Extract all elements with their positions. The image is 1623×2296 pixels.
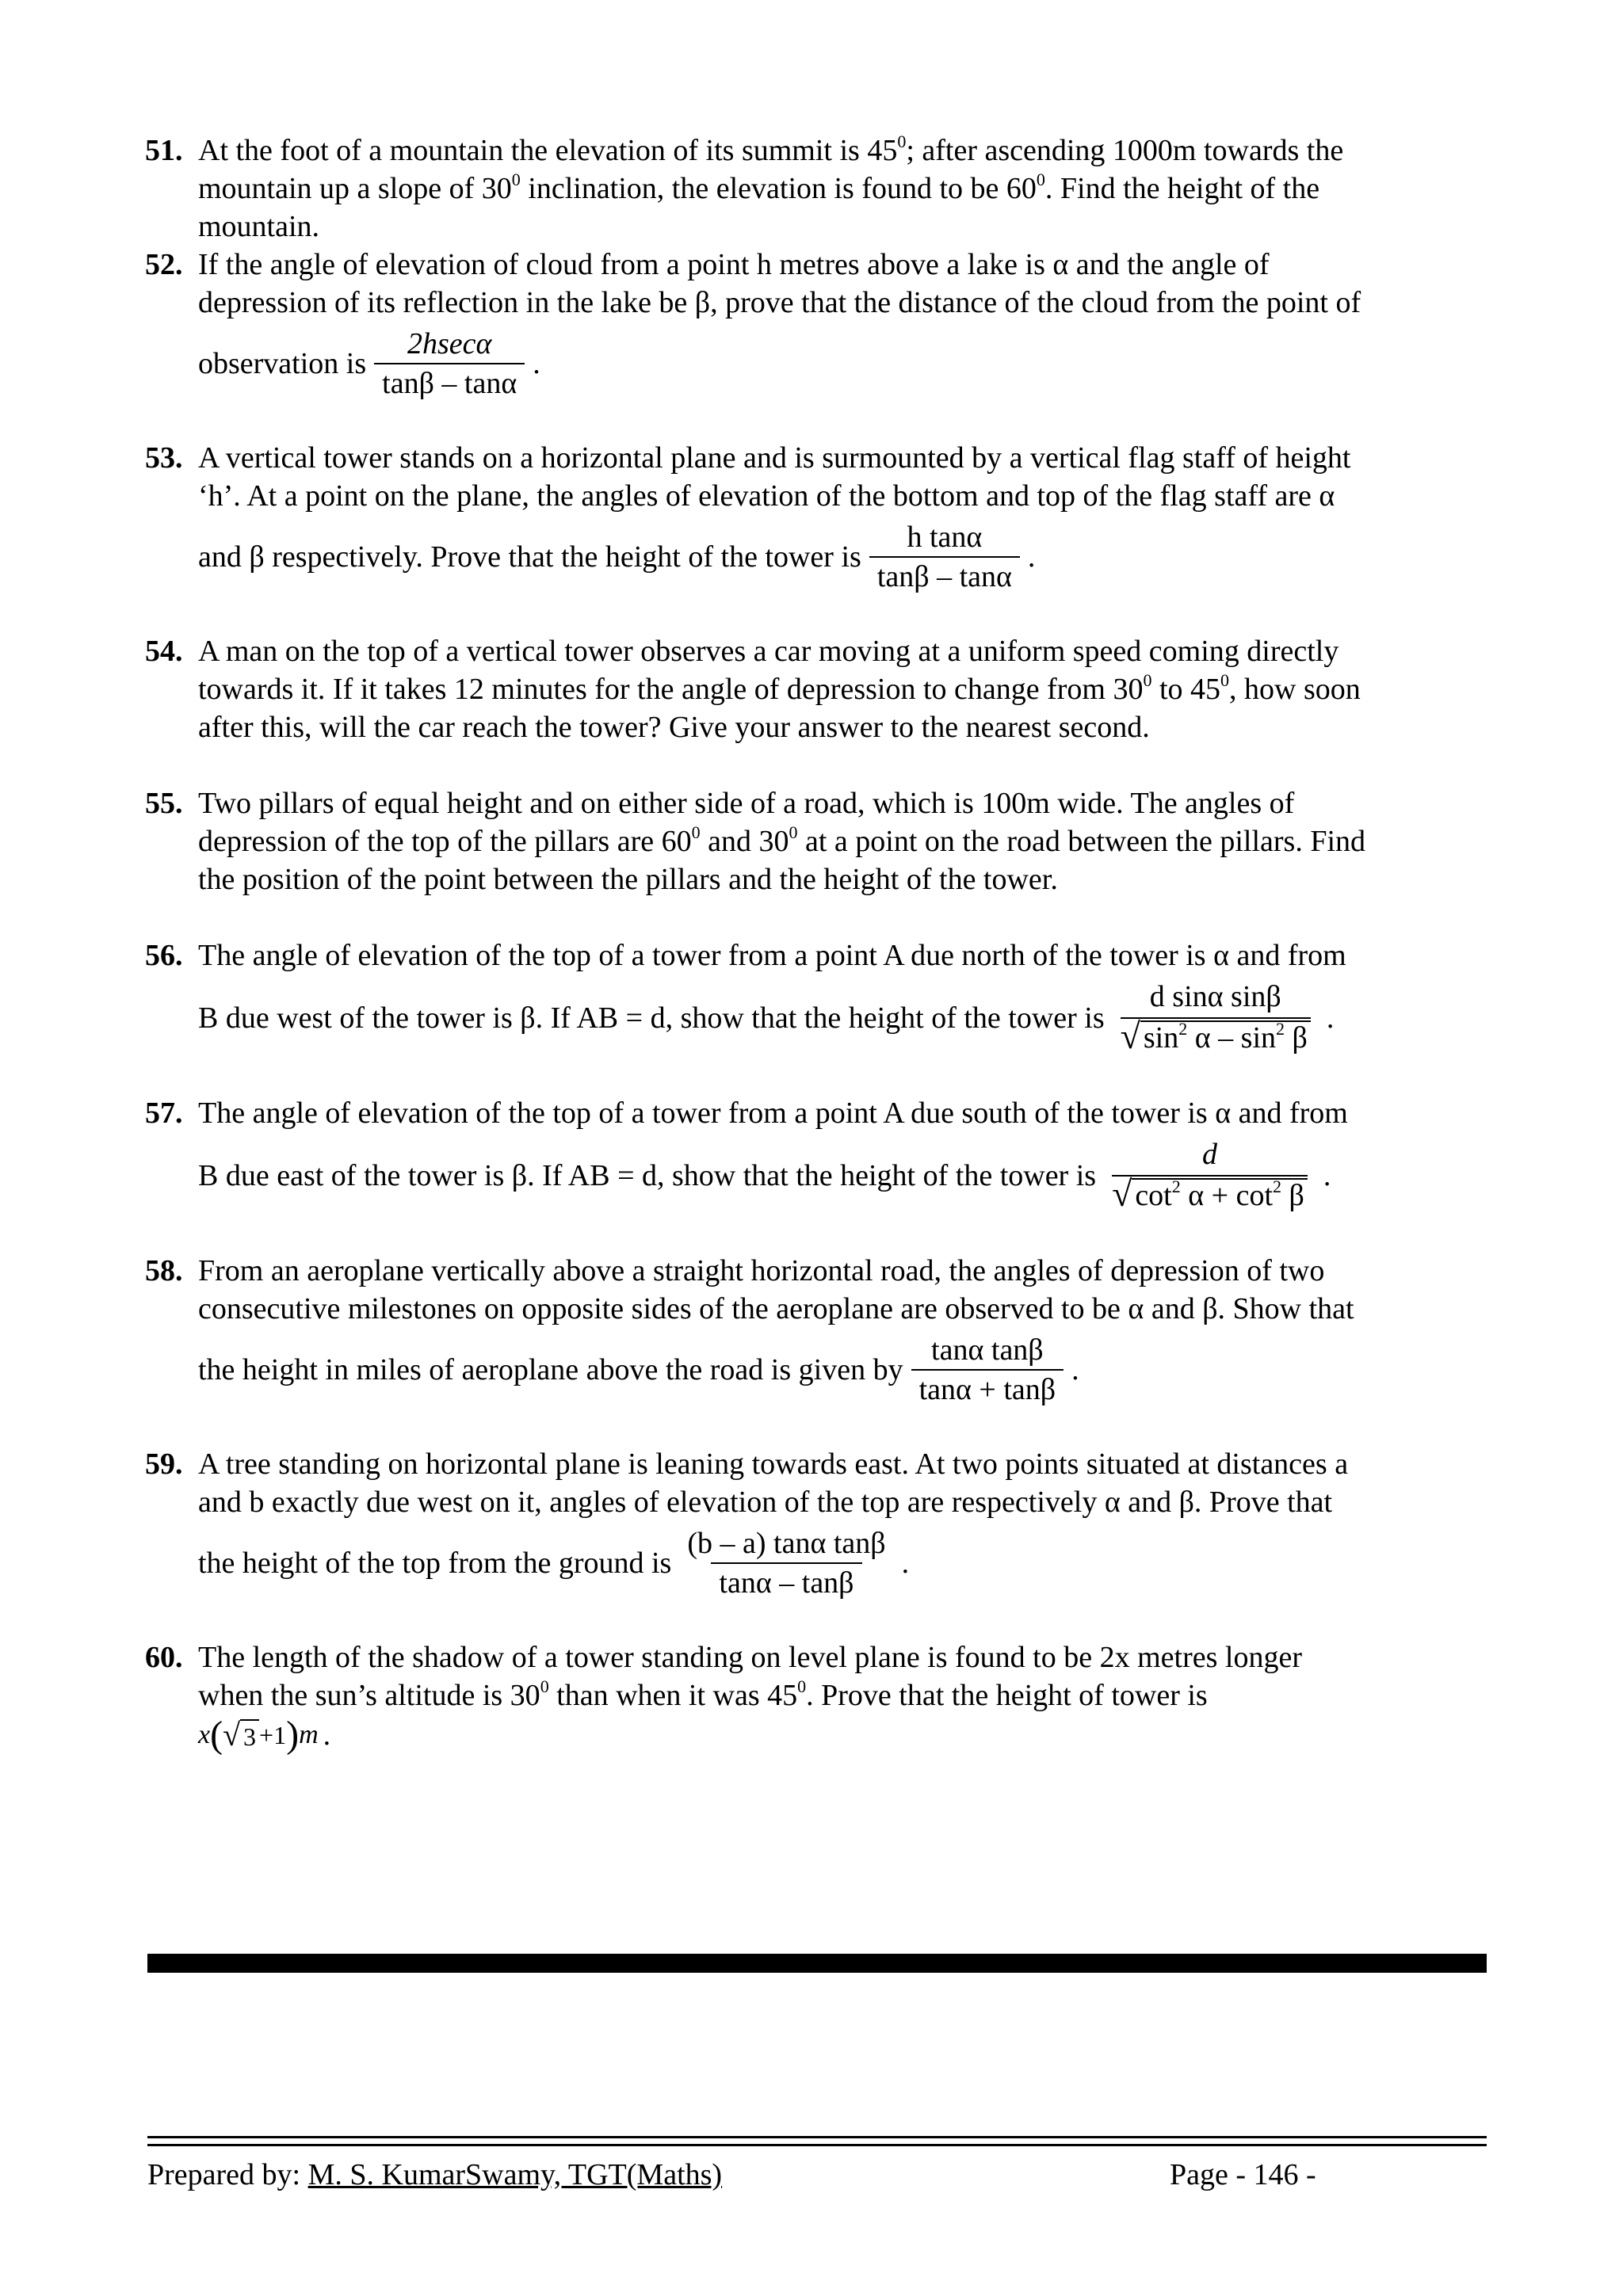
problem-number: 55. <box>145 787 183 820</box>
problem-60 <box>147 1638 1485 1754</box>
problem-51 <box>147 132 1485 246</box>
formula-line <box>198 1137 1485 1214</box>
radicand: 3 <box>240 1719 259 1753</box>
problem-text: The angle of elevation of the top of a tower from a point A due north of the tower is α and from <box>198 939 1346 972</box>
problem-number: 56. <box>145 939 183 972</box>
fraction-denominator <box>1104 1173 1316 1214</box>
fraction-numerator: d sinα sinβ <box>1149 980 1281 1013</box>
problem-number: 54. <box>145 635 183 668</box>
fraction-denominator: tanβ – tanα <box>374 363 525 401</box>
footer-rule <box>147 2136 1487 2138</box>
problem-text: when the sun’s altitude is $30^0$ than when it was $45^0$. Prove that the height of tower is <box>198 1676 1208 1712</box>
problem-text: Two pillars of equal height and on either side of a road, which is 100m wide. The angles of <box>198 787 1295 820</box>
period: . <box>1326 1001 1335 1035</box>
formula-lead: and β respectively. Prove that the height of the tower is <box>198 540 861 574</box>
problem-number: 52. <box>145 248 183 281</box>
fraction <box>374 326 525 401</box>
expression-variable: x <box>198 1720 211 1749</box>
formula-line <box>198 326 1485 401</box>
problem-text: mountain up a slope of $30^0$ inclination, the elevation is found to be $60^0$. Find the height of the <box>198 170 1320 205</box>
problem-text: If the angle of elevation of cloud from a point h metres above a lake is α and the angle of <box>198 248 1270 281</box>
fraction-denominator <box>1113 1016 1319 1056</box>
fraction <box>911 1333 1064 1407</box>
fraction-denominator: tanβ – tanα <box>869 556 1020 594</box>
period: . <box>1027 540 1036 574</box>
period: . <box>1323 1158 1331 1192</box>
open-paren-icon: ( <box>210 1714 223 1756</box>
period: . <box>1071 1353 1079 1386</box>
fraction-numerator: 2hsecα <box>407 327 492 360</box>
problem-text: The length of the shadow of a tower standing on level plane is found to be 2x metres longer <box>198 1641 1302 1674</box>
formula-lead: B due east of the tower is β. If AB = d, show that the height of the tower is <box>198 1158 1097 1192</box>
square-root <box>223 1718 259 1753</box>
radicand: $\cot^2 \alpha + \cot^2 \beta$ <box>1132 1178 1308 1211</box>
problem-number: 51. <box>145 134 183 167</box>
problem-56 <box>147 936 1485 1056</box>
problem-text: The angle of elevation of the top of a tower from a point A due south of the tower is α and from <box>198 1097 1348 1130</box>
expression-unit: m <box>299 1720 319 1749</box>
formula-lead: B due west of the tower is β. If AB = d, show that the height of the tower is <box>198 1001 1105 1035</box>
formula-line <box>198 1526 1485 1600</box>
problem-text: ‘h’. At a point on the plane, the angles of elevation of the bottom and top of the flag staff are α <box>198 479 1335 513</box>
problem-text: and b exactly due west on it, angles of elevation of the top are respectively α and β. Prove that <box>198 1486 1333 1519</box>
problem-text: consecutive milestones on opposite sides of the aeroplane are observed to be α and β. Show that <box>198 1292 1354 1325</box>
problem-text: depression of the top of the pillars are $60^0$ and $30^0$ at a point on the road between the pillars. Find <box>198 822 1366 858</box>
expression-term: +1 <box>259 1721 287 1749</box>
dotted-separator <box>147 1954 1487 1973</box>
radical-sign-icon: √ <box>1120 1016 1140 1056</box>
formula-lead: the height in miles of aeroplane above the road is given by <box>198 1353 903 1386</box>
problem-number: 59. <box>145 1447 183 1481</box>
page-number: Page - 146 - <box>1170 2158 1316 2191</box>
fraction-numerator: tanα tanβ <box>931 1333 1044 1367</box>
formula-lead: the height of the top from the ground is <box>198 1547 672 1580</box>
problem-54 <box>147 632 1485 746</box>
close-paren-icon: ) <box>286 1714 300 1756</box>
square-root <box>1121 1017 1311 1054</box>
problem-text: A vertical tower stands on a horizontal plane and is surmounted by a vertical flag staff of height <box>198 441 1351 475</box>
problem-57 <box>147 1094 1485 1214</box>
fraction-denominator: tanα – tanβ <box>711 1562 861 1600</box>
problem-text: towards it. If it takes 12 minutes for the angle of depression to change from $30^0$ to $45^0$, how soon <box>198 670 1361 706</box>
fraction-numerator: d <box>1201 1138 1217 1171</box>
fraction-numerator: (b – a) tanα tanβ <box>687 1527 886 1560</box>
problem-58 <box>147 1252 1485 1407</box>
footer-credit: Prepared by: M. S. KumarSwamy, TGT(Maths) <box>147 2158 723 2191</box>
fraction <box>679 1526 893 1600</box>
formula-line <box>198 520 1485 594</box>
problem-59 <box>147 1445 1485 1600</box>
square-root <box>1112 1173 1308 1214</box>
problem-text: A tree standing on horizontal plane is leaning towards east. At two points situated at distances a <box>198 1447 1349 1481</box>
fraction <box>1104 1137 1316 1214</box>
problem-text: after this, will the car reach the tower? Give your answer to the nearest second. <box>198 711 1150 744</box>
problem-53 <box>147 439 1485 594</box>
period: . <box>323 1718 331 1752</box>
formula-line <box>198 1333 1485 1407</box>
formula-line <box>198 979 1485 1056</box>
problem-number: 57. <box>145 1097 183 1130</box>
radical-sign-icon: √ <box>1112 1173 1132 1214</box>
problem-list <box>147 132 1485 1792</box>
period: . <box>533 347 540 380</box>
fraction <box>1113 979 1319 1056</box>
problem-55 <box>147 784 1485 898</box>
formula-line <box>198 1716 1485 1754</box>
footer-rule <box>147 2144 1487 2146</box>
period: . <box>901 1547 910 1580</box>
fraction <box>869 520 1020 594</box>
problem-number: 60. <box>145 1641 183 1674</box>
problem-text: At the foot of a mountain the elevation of its summit is $45^0$; after ascending 1000m towards the <box>198 132 1344 167</box>
problem-number: 58. <box>145 1254 183 1287</box>
problem-text: mountain. <box>198 210 320 243</box>
problem-text: the position of the point between the pillars and the height of the tower. <box>198 863 1058 896</box>
problem-text: depression of its reflection in the lake be β, prove that the distance of the cloud from the point of <box>198 286 1361 319</box>
problem-text: A man on the top of a vertical tower observes a car moving at a uniform speed coming directly <box>198 635 1339 668</box>
problem-52 <box>147 246 1485 401</box>
formula-lead: observation is <box>198 347 367 380</box>
fraction-denominator: tanα + tanβ <box>911 1369 1064 1407</box>
author-link[interactable]: M. S. KumarSwamy, TGT(Maths) <box>307 2158 723 2191</box>
fraction-numerator: h tanα <box>907 521 983 554</box>
problem-number: 53. <box>145 441 183 475</box>
radical-sign-icon: √ <box>223 1717 241 1753</box>
problem-text: From an aeroplane vertically above a straight horizontal road, the angles of depression of two <box>198 1254 1325 1287</box>
radicand: $\sin^2 \alpha - \sin^2 \beta$ <box>1140 1020 1311 1054</box>
